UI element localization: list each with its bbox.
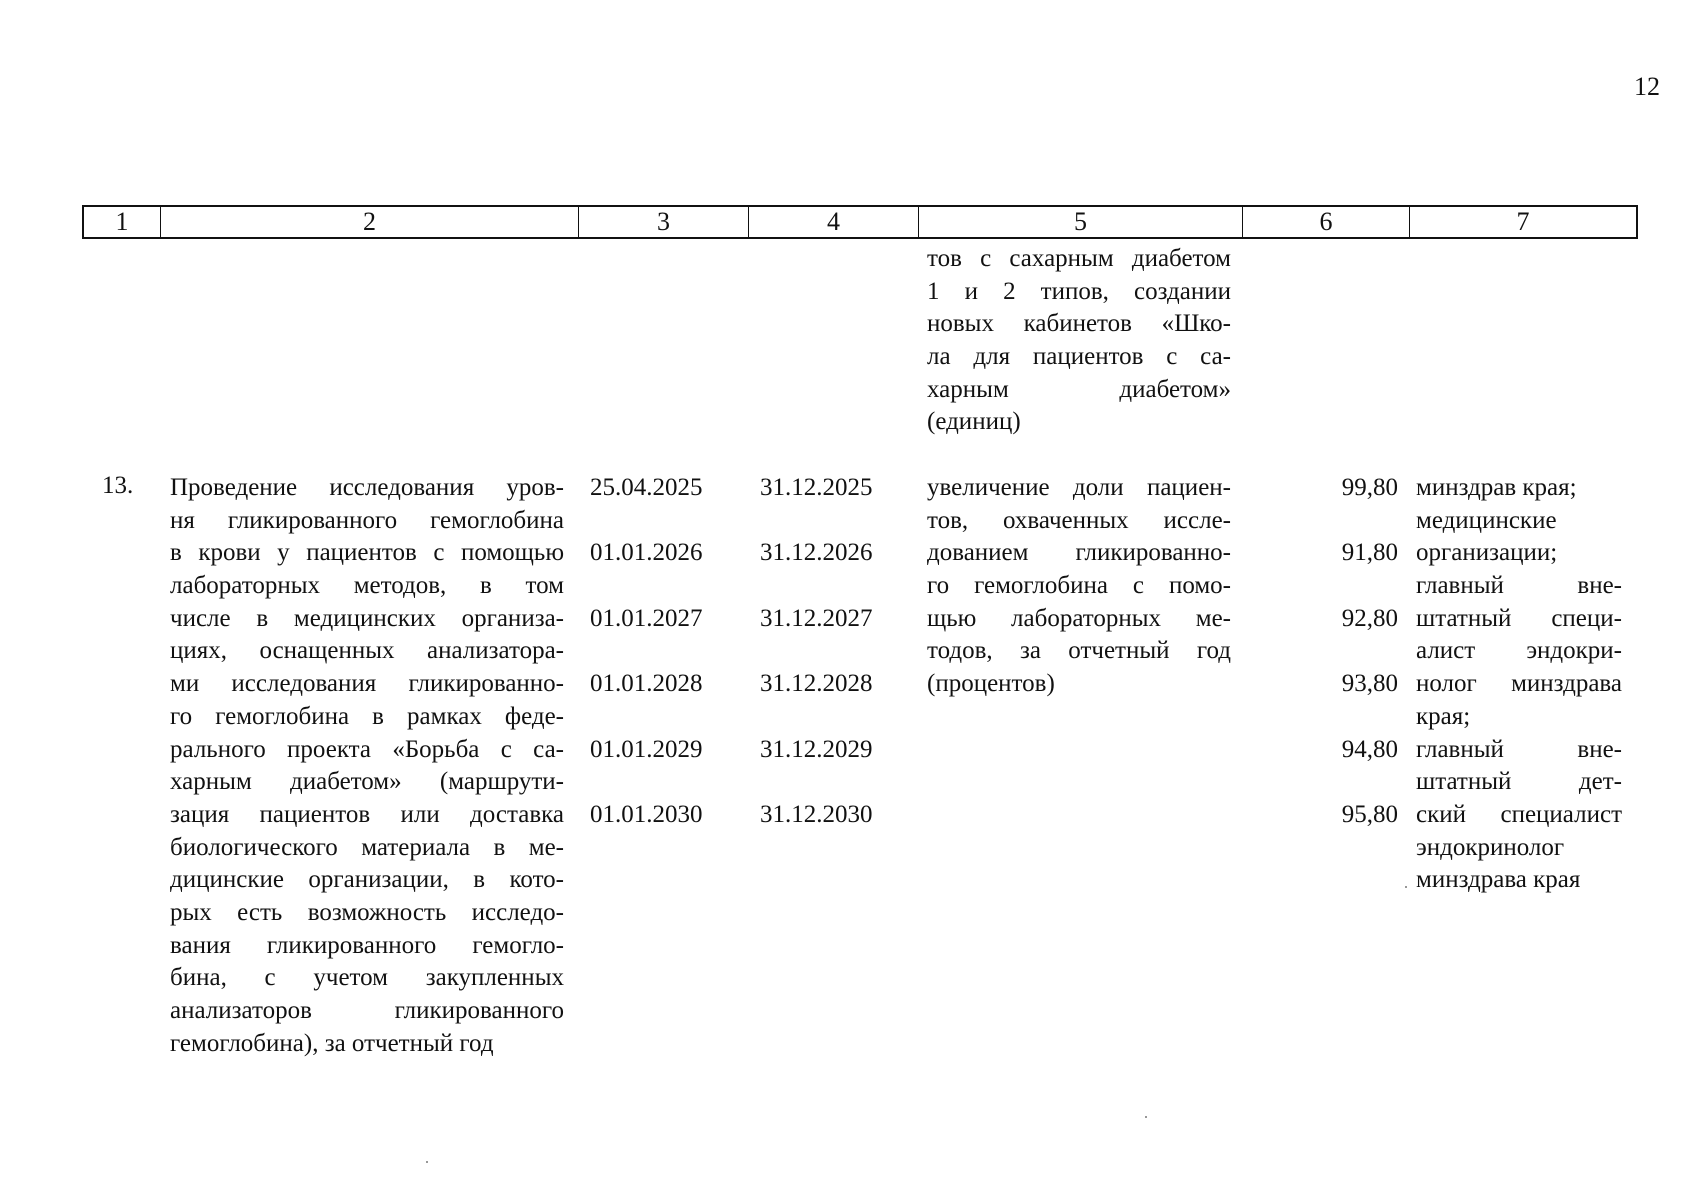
scan-speck — [1405, 886, 1407, 888]
text-line: алист эндокри- — [1416, 637, 1622, 665]
text-line: вания гликированного гемогло- — [170, 931, 564, 959]
text-line: зация пациентов или доставка — [170, 800, 564, 828]
text-line: щью лабораторных ме- — [927, 604, 1231, 632]
header-cell-1: 1 — [115, 207, 129, 236]
text-line: гемоглобина), за отчетный год — [170, 1029, 494, 1057]
text-line: числе в медицинских организа- — [170, 604, 564, 632]
text-line: биологического материала в ме- — [170, 833, 564, 861]
target-values — [1280, 472, 1398, 832]
target-value: 95,80 — [1341, 800, 1398, 828]
text-line: нолог минздрава — [1416, 670, 1622, 698]
text-line: (процентов) — [927, 670, 1055, 698]
text-line: медицинские — [1416, 506, 1557, 534]
text-line: края; — [1416, 702, 1471, 730]
row-number: 13. — [102, 472, 134, 499]
text-line: тов, охваченных иссле- — [927, 506, 1231, 534]
header-cell-6: 6 — [1242, 207, 1409, 237]
text-line: ла для пациентов с са- — [927, 343, 1231, 371]
text-line: ми исследования гликированно- — [170, 670, 564, 698]
start-date: 01.01.2028 — [590, 670, 703, 698]
text-line: циях, оснащенных анализатора- — [170, 637, 564, 665]
text-line: тов с сахарным диабетом — [927, 245, 1231, 272]
table-header-row — [82, 205, 1638, 239]
text-line: в крови у пациентов с помощью — [170, 539, 564, 567]
text-line: организации; — [1416, 539, 1558, 567]
target-value: 94,80 — [1341, 735, 1398, 763]
text-line: лабораторных методов, в том — [170, 572, 564, 600]
text-line: харным диабетом» (маршрути- — [170, 768, 564, 796]
text-line: бина, с учетом закупленных — [170, 964, 564, 992]
header-cell-7: 7 — [1409, 207, 1636, 237]
text-line: главный вне- — [1416, 572, 1622, 600]
end-date: 31.12.2027 — [760, 604, 873, 632]
text-line: минздрав края; — [1416, 474, 1577, 501]
text-line: го гемоглобина в рамках феде- — [170, 702, 564, 730]
target-value: 93,80 — [1341, 670, 1398, 698]
text-line: увеличение доли пациен- — [927, 474, 1231, 501]
continuation-column-5 — [927, 243, 1231, 439]
start-date: 01.01.2030 — [590, 800, 703, 828]
end-date: 31.12.2028 — [760, 670, 873, 698]
target-value: 99,80 — [1341, 474, 1398, 501]
header-cell-2: 2 — [160, 207, 578, 237]
responsible-executors — [1416, 472, 1622, 897]
start-date: 01.01.2029 — [590, 735, 703, 763]
start-date: 01.01.2027 — [590, 604, 703, 632]
end-date: 31.12.2029 — [760, 735, 873, 763]
header-cell-5: 5 — [918, 207, 1242, 237]
text-line: го гемоглобина с помо- — [927, 572, 1231, 600]
text-line: главный вне- — [1416, 735, 1622, 763]
text-line: рых есть возможность исследо- — [170, 898, 564, 926]
scan-speck — [1145, 1116, 1147, 1118]
start-dates — [590, 472, 740, 832]
end-date: 31.12.2030 — [760, 800, 873, 828]
text-line: Проведение исследования уров- — [170, 474, 564, 501]
text-line: рального проекта «Борьба с са- — [170, 735, 564, 763]
text-line: эндокринолог — [1416, 833, 1565, 861]
text-line: минздрава края — [1416, 866, 1581, 894]
end-date: 31.12.2025 — [760, 474, 873, 501]
text-line: харным диабетом» — [927, 375, 1231, 403]
row-indicator — [927, 472, 1231, 701]
target-value: 92,80 — [1341, 604, 1398, 632]
text-line: 1 и 2 типов, создании — [927, 277, 1231, 305]
page-number: 12 — [1634, 72, 1660, 101]
start-date: 25.04.2025 — [590, 474, 703, 501]
text-line: тодов, за отчетный год — [927, 637, 1231, 665]
text-line: (единиц) — [927, 408, 1021, 436]
target-value: 91,80 — [1341, 539, 1398, 567]
header-cell-3: 3 — [578, 207, 748, 237]
scan-speck — [426, 1161, 428, 1163]
text-line: дицинские организации, в кото- — [170, 866, 564, 894]
text-line: штатный дет- — [1416, 768, 1622, 796]
row-description — [170, 472, 564, 1060]
end-dates — [760, 472, 910, 832]
text-line: дованием гликированно- — [927, 539, 1231, 567]
header-cell-4: 4 — [748, 207, 918, 237]
text-line: анализаторов гликированного — [170, 997, 564, 1024]
text-line: ня гликированного гемоглобина — [170, 506, 564, 534]
text-line: штатный специ- — [1416, 604, 1622, 632]
end-date: 31.12.2026 — [760, 539, 873, 567]
start-date: 01.01.2026 — [590, 539, 703, 567]
text-line: ский специалист — [1416, 800, 1622, 828]
text-line: новых кабинетов «Шко- — [927, 310, 1231, 338]
